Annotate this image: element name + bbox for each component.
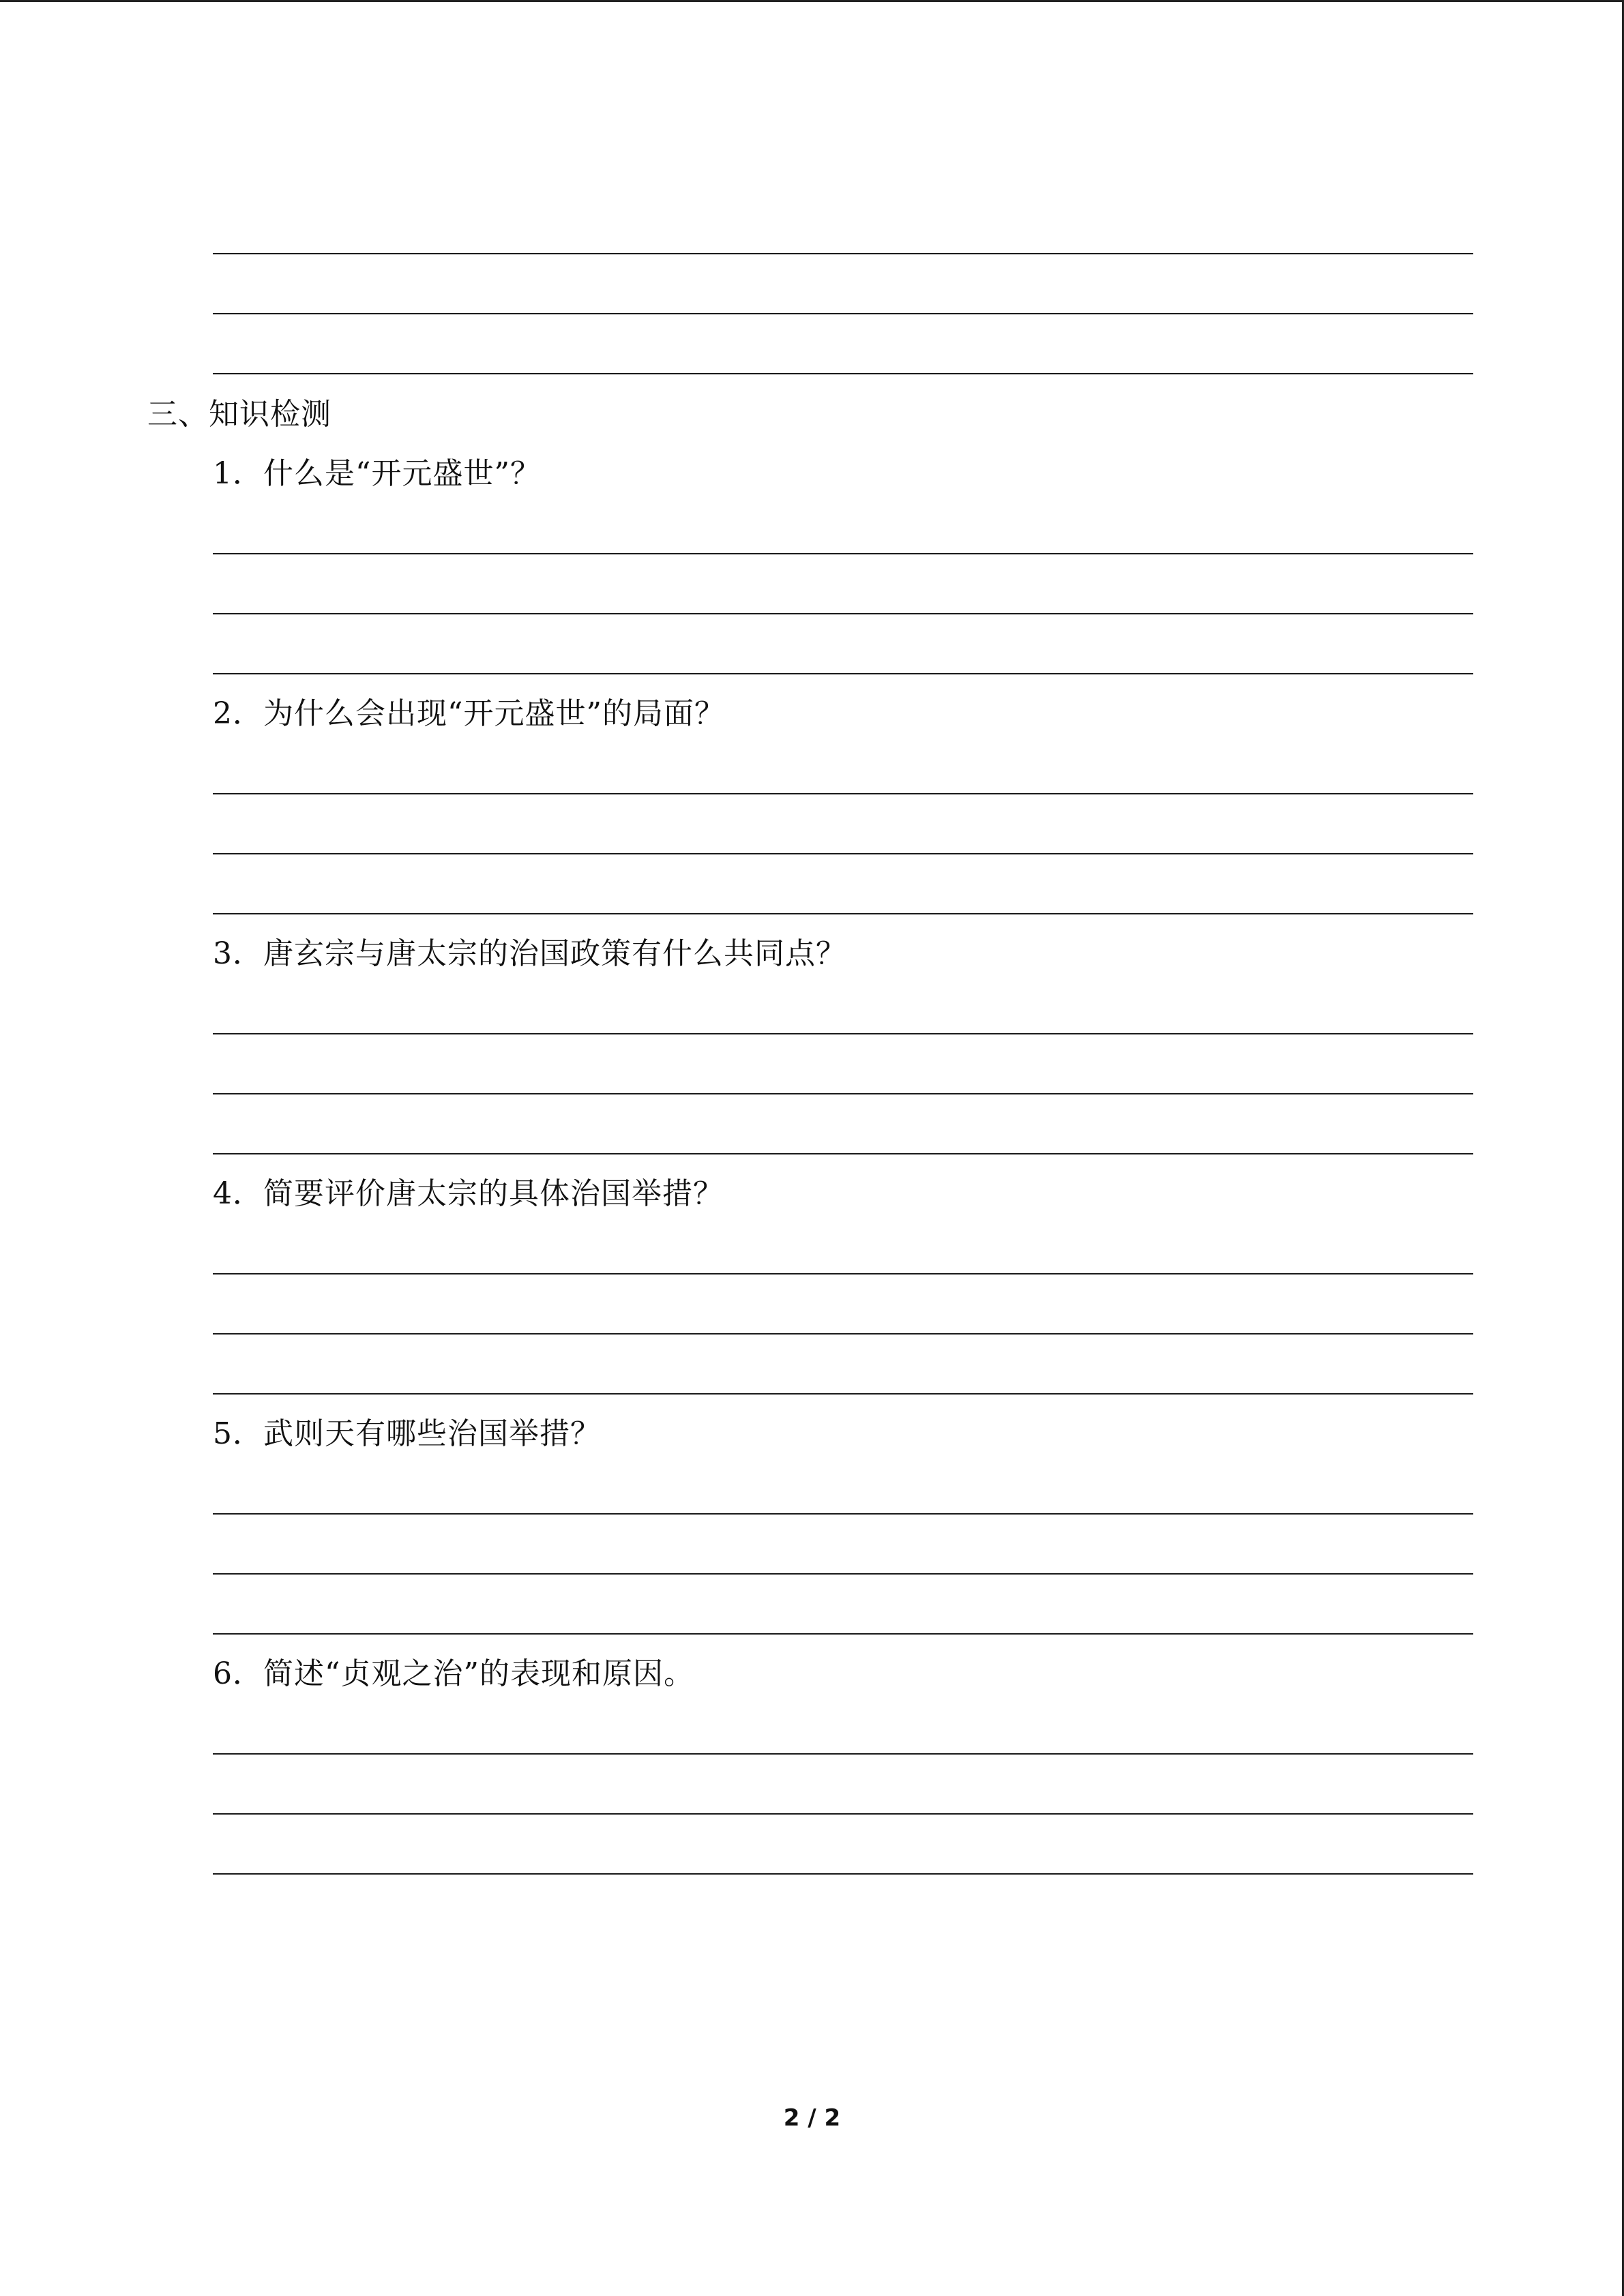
answer-line[interactable] bbox=[213, 1153, 1473, 1154]
answer-line[interactable] bbox=[213, 1393, 1473, 1395]
answer-line[interactable] bbox=[213, 1633, 1473, 1635]
page-top-border bbox=[0, 0, 1624, 2]
answer-line[interactable] bbox=[213, 1333, 1473, 1335]
page-number: 2 / 2 bbox=[783, 2104, 841, 2132]
answer-line[interactable] bbox=[213, 1033, 1473, 1034]
answer-line[interactable] bbox=[213, 793, 1473, 794]
answer-line[interactable] bbox=[213, 553, 1473, 554]
answer-line[interactable] bbox=[213, 1513, 1473, 1515]
answer-line[interactable] bbox=[213, 1813, 1473, 1815]
answer-line[interactable] bbox=[213, 253, 1473, 254]
question-4: 4．简要评价唐太宗的具体治国举措？ bbox=[213, 1176, 724, 1211]
question-3: 3．唐玄宗与唐太宗的治国政策有什么共同点？ bbox=[213, 936, 846, 971]
question-6: 6．简述“贞观之治”的表现和原因。 bbox=[213, 1656, 694, 1691]
answer-line[interactable] bbox=[213, 853, 1473, 854]
answer-line[interactable] bbox=[213, 913, 1473, 914]
question-5: 5．武则天有哪些治国举措？ bbox=[213, 1416, 601, 1451]
answer-line[interactable] bbox=[213, 1093, 1473, 1094]
answer-line[interactable] bbox=[213, 613, 1473, 614]
answer-line[interactable] bbox=[213, 373, 1473, 374]
answer-line[interactable] bbox=[213, 673, 1473, 674]
question-1: 1．什么是“开元盛世”？ bbox=[213, 456, 541, 491]
answer-line[interactable] bbox=[213, 1273, 1473, 1274]
answer-line[interactable] bbox=[213, 1753, 1473, 1755]
section-heading: 三、知识检测 bbox=[147, 397, 331, 432]
question-2: 2．为什么会出现“开元盛世”的局面？ bbox=[213, 696, 725, 731]
answer-line[interactable] bbox=[213, 1873, 1473, 1875]
answer-line[interactable] bbox=[213, 313, 1473, 314]
answer-line[interactable] bbox=[213, 1573, 1473, 1575]
